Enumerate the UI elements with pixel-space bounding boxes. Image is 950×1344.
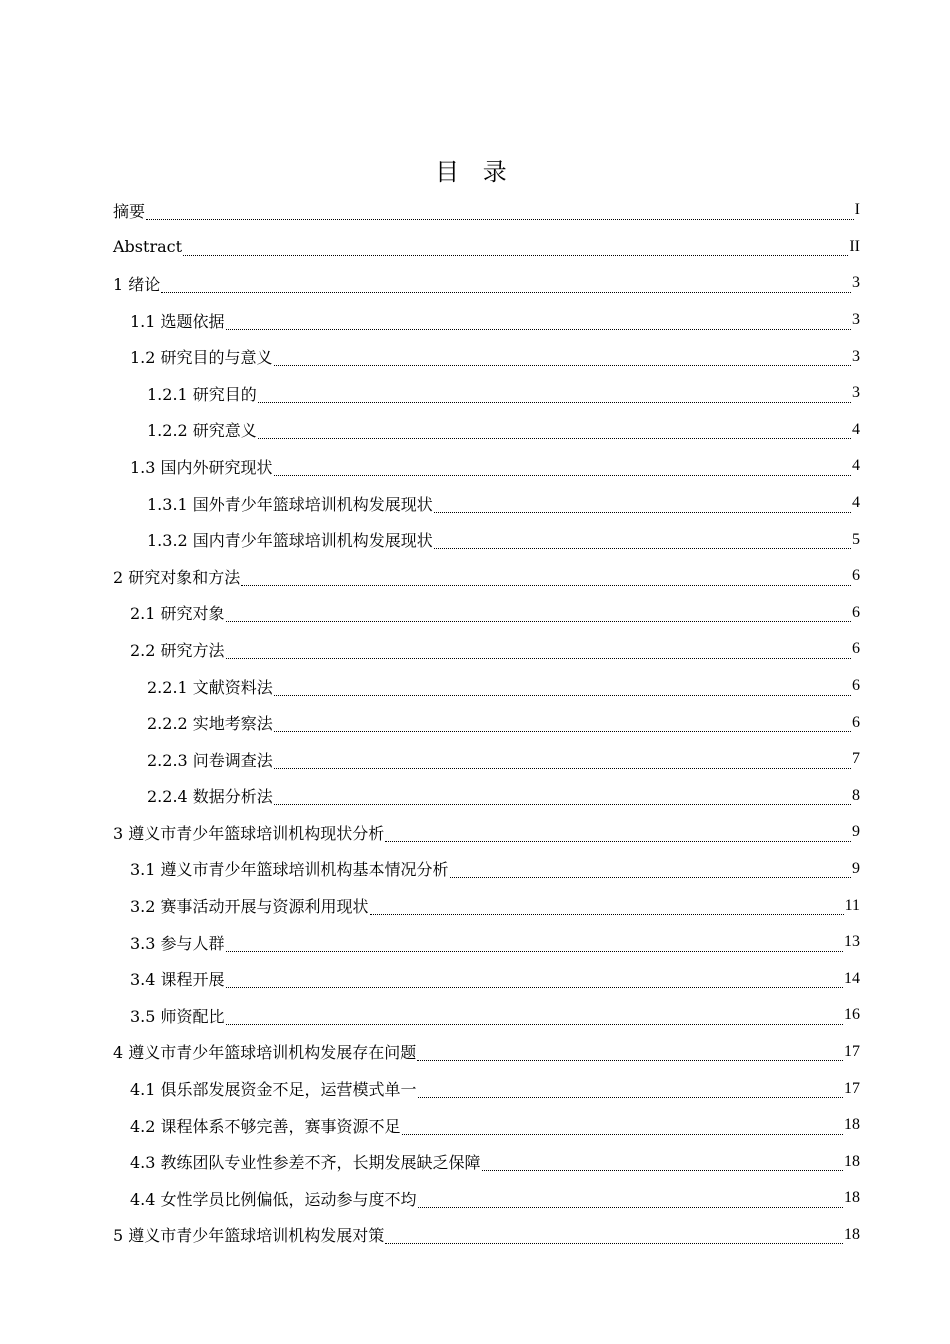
- toc-dot-leader: [258, 422, 851, 439]
- toc-dot-leader: [434, 532, 851, 549]
- toc-dot-leader: [385, 1227, 843, 1244]
- toc-entry-page-number: 6: [852, 713, 860, 731]
- toc-entry-label: 4 遵义市青少年篮球培训机构发展存在问题: [113, 1043, 417, 1063]
- toc-entry[interactable]: [113, 704, 860, 741]
- toc-entry-label: 3 遵义市青少年篮球培训机构现状分析: [113, 823, 385, 843]
- toc-entry-label: 摘要: [113, 201, 146, 221]
- toc-entry-page-number: 18: [844, 1116, 860, 1134]
- toc-entry-label: 3.4 课程开展: [130, 970, 225, 990]
- toc-entry[interactable]: [113, 338, 860, 375]
- toc-entry[interactable]: [113, 960, 860, 997]
- toc-dot-leader: [258, 386, 851, 403]
- toc-entry[interactable]: [113, 521, 860, 558]
- toc-entry[interactable]: [113, 668, 860, 705]
- toc-dot-leader: [183, 239, 848, 256]
- toc-entry[interactable]: [113, 851, 860, 888]
- toc-entry-page-number: 6: [852, 603, 860, 621]
- toc-entry-label: 1.3.2 国内青少年篮球培训机构发展现状: [147, 531, 433, 551]
- toc-entry-label: Abstract: [113, 237, 183, 257]
- toc-entry[interactable]: [113, 778, 860, 815]
- toc-entry-page-number: 4: [852, 420, 860, 438]
- toc-entry-page-number: 18: [844, 1189, 860, 1207]
- toc-dot-leader: [274, 349, 851, 366]
- toc-entry-page-number: 8: [852, 786, 860, 804]
- toc-dot-leader: [418, 1191, 843, 1208]
- toc-entry[interactable]: [113, 485, 860, 522]
- toc-entry[interactable]: [113, 887, 860, 924]
- toc-entry-page-number: II: [849, 237, 860, 255]
- toc-dot-leader: [434, 496, 851, 513]
- toc-entry[interactable]: [113, 595, 860, 632]
- toc-entry-label: 2.1 研究对象: [130, 604, 225, 624]
- toc-entry-page-number: 13: [844, 933, 860, 951]
- toc-entry-page-number: 3: [852, 384, 860, 402]
- toc-entry[interactable]: [113, 375, 860, 412]
- toc-dot-leader: [226, 1008, 843, 1025]
- toc-dot-leader: [274, 788, 851, 805]
- toc-entry-page-number: 3: [852, 311, 860, 329]
- toc-entry-label: 2.2.1 文献资料法: [147, 677, 273, 697]
- toc-entry-page-number: 14: [844, 969, 860, 987]
- toc-dot-leader: [146, 203, 854, 220]
- toc-dot-leader: [402, 1118, 843, 1135]
- toc-entry-label: 3.1 遵义市青少年篮球培训机构基本情况分析: [130, 860, 449, 880]
- toc-entry-page-number: 16: [844, 1006, 860, 1024]
- toc-dot-leader: [226, 605, 851, 622]
- toc-entry-label: 1.2.2 研究意义: [147, 421, 257, 441]
- page-title: 目 录: [435, 158, 515, 186]
- toc-entry-label: 2.2.2 实地考察法: [147, 714, 273, 734]
- toc-dot-leader: [161, 276, 851, 293]
- toc-entry-page-number: I: [854, 201, 860, 219]
- toc-entry[interactable]: [113, 558, 860, 595]
- toc-dot-leader: [482, 1154, 843, 1171]
- toc-entry[interactable]: [113, 1217, 860, 1254]
- toc-dot-leader: [418, 1081, 843, 1098]
- toc-entry[interactable]: [113, 1143, 860, 1180]
- toc-entry-page-number: 18: [844, 1152, 860, 1170]
- toc-entry-page-number: 4: [852, 457, 860, 475]
- toc-entry-label: 4.3 教练团队专业性参差不齐，长期发展缺乏保障: [130, 1153, 481, 1173]
- toc-dot-leader: [226, 642, 851, 659]
- toc-entry[interactable]: [113, 229, 860, 266]
- toc-entry-page-number: 3: [852, 274, 860, 292]
- toc-entry-label: 3.2 赛事活动开展与资源利用现状: [130, 897, 369, 917]
- toc-entry-label: 1 绪论: [113, 274, 161, 294]
- toc-dot-leader: [274, 752, 851, 769]
- toc-entry-label: 3.5 师资配比: [130, 1006, 225, 1026]
- toc-entry[interactable]: [113, 192, 860, 229]
- toc-dot-leader: [226, 313, 851, 330]
- toc-entry-label: 1.2 研究目的与意义: [130, 348, 273, 368]
- toc-entry-label: 1.3 国内外研究现状: [130, 457, 273, 477]
- toc-dot-leader: [226, 935, 843, 952]
- toc-dot-leader: [450, 861, 851, 878]
- toc-entry-page-number: 17: [844, 1042, 860, 1060]
- toc-entry-label: 2.2.3 问卷调查法: [147, 750, 273, 770]
- toc-entry[interactable]: [113, 814, 860, 851]
- toc-entry[interactable]: [113, 631, 860, 668]
- toc-entry-page-number: 11: [844, 896, 860, 914]
- toc-dot-leader: [226, 971, 843, 988]
- toc-entry-page-number: 6: [852, 640, 860, 658]
- toc-dot-leader: [385, 825, 851, 842]
- toc-entry-label: 2.2.4 数据分析法: [147, 787, 273, 807]
- toc-entry-label: 2.2 研究方法: [130, 640, 225, 660]
- toc-entry[interactable]: [113, 924, 860, 961]
- toc-entry-page-number: 6: [852, 677, 860, 695]
- toc-entry-page-number: 9: [852, 823, 860, 841]
- toc-entry[interactable]: [113, 265, 860, 302]
- toc-entry-page-number: 18: [844, 1225, 860, 1243]
- toc-dot-leader: [241, 569, 851, 586]
- toc-entry-page-number: 9: [852, 859, 860, 877]
- toc-dot-leader: [417, 1044, 843, 1061]
- toc-entry[interactable]: [113, 1034, 860, 1071]
- toc-entry-label: 1.1 选题依据: [130, 311, 225, 331]
- toc-entry-label: 5 遵义市青少年篮球培训机构发展对策: [113, 1226, 385, 1246]
- toc-entry[interactable]: [113, 412, 860, 449]
- toc-entry-page-number: 4: [852, 494, 860, 512]
- toc-entry-label: 1.2.1 研究目的: [147, 384, 257, 404]
- toc-entry-label: 1.3.1 国外青少年篮球培训机构发展现状: [147, 494, 433, 514]
- toc-entry-page-number: 17: [844, 1079, 860, 1097]
- toc-entry-page-number: 5: [852, 530, 860, 548]
- toc-entry-label: 2 研究对象和方法: [113, 567, 241, 587]
- toc-entry[interactable]: [113, 1070, 860, 1107]
- toc-entry-page-number: 6: [852, 567, 860, 585]
- toc-entry-page-number: 7: [852, 750, 860, 768]
- toc-entry[interactable]: [113, 1107, 860, 1144]
- toc-entry[interactable]: [113, 448, 860, 485]
- toc-entry-label: 4.2 课程体系不够完善，赛事资源不足: [130, 1116, 401, 1136]
- toc-entry[interactable]: [113, 302, 860, 339]
- toc-entry[interactable]: [113, 741, 860, 778]
- table-of-contents: [113, 192, 860, 1253]
- toc-dot-leader: [274, 679, 851, 696]
- toc-entry-label: 4.1 俱乐部发展资金不足，运营模式单一: [130, 1080, 417, 1100]
- toc-entry-label: 3.3 参与人群: [130, 933, 225, 953]
- toc-dot-leader: [274, 459, 851, 476]
- toc-entry-label: 4.4 女性学员比例偏低，运动参与度不均: [130, 1189, 417, 1209]
- toc-dot-leader: [370, 898, 844, 915]
- toc-entry[interactable]: [113, 997, 860, 1034]
- toc-entry-page-number: 3: [852, 347, 860, 365]
- toc-dot-leader: [274, 715, 851, 732]
- toc-entry[interactable]: [113, 1180, 860, 1217]
